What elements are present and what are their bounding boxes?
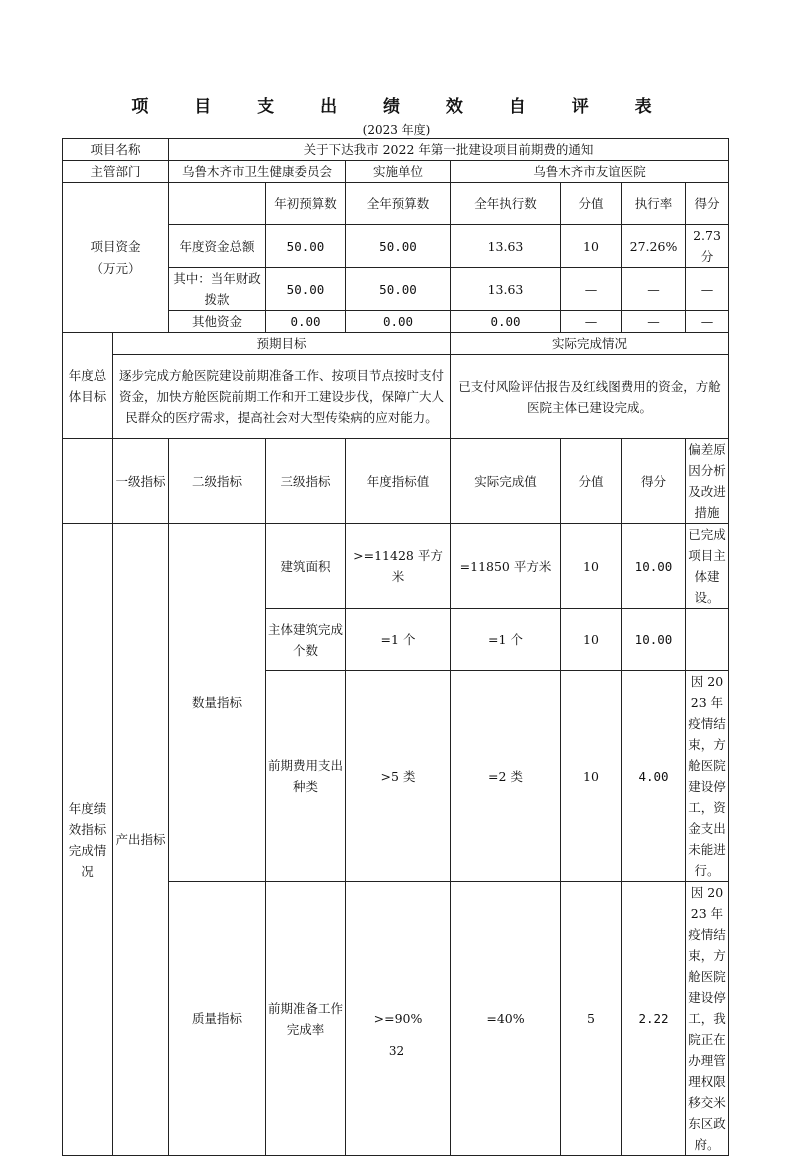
funds-cell: 2.73 分 bbox=[686, 225, 729, 268]
performance-table bbox=[62, 138, 729, 1156]
funds-header-executed: 全年执行数 bbox=[451, 183, 561, 225]
funds-cell: — bbox=[561, 268, 622, 311]
actual-completion-text: 已支付风险评估报告及红线图费用的资金，方舱医院主体已建设完成。 bbox=[451, 355, 729, 439]
overall-goal-label: 年度总体目标 bbox=[63, 333, 113, 439]
funds-cell: 0.00 bbox=[451, 311, 561, 333]
funds-row-label: 其中：当年财政拨款 bbox=[169, 268, 266, 311]
indicator-score: 10.00 bbox=[622, 524, 686, 609]
indicator-name: 建筑面积 bbox=[266, 524, 346, 609]
indicator-header-level2: 二级指标 bbox=[169, 439, 266, 524]
funds-cell: 50.00 bbox=[346, 268, 451, 311]
funds-header-points: 分值 bbox=[561, 183, 622, 225]
indicator-points: 10 bbox=[561, 671, 622, 882]
indicator-target: >=90% bbox=[346, 882, 451, 1156]
funds-cell: 10 bbox=[561, 225, 622, 268]
indicator-points: 10 bbox=[561, 609, 622, 671]
expected-goal-text: 逐步完成方舱医院建设前期准备工作、按项目节点按时支付资金，加快方舱医院前期工作和开工建设步伐，保障广大人民群众的医疗需求，提高社会对大型传染病的应对能力。 bbox=[113, 355, 451, 439]
funds-cell: 50.00 bbox=[266, 268, 346, 311]
indicator-score: 2.22 bbox=[622, 882, 686, 1156]
funds-row-label: 其他资金 bbox=[169, 311, 266, 333]
output-indicator-label: 产出指标 bbox=[113, 524, 169, 1156]
indicator-reason bbox=[686, 609, 729, 671]
funds-cell: 13.63 bbox=[451, 268, 561, 311]
funds-cell: 13.63 bbox=[451, 225, 561, 268]
page-title: 项 目 支 出 绩 效 自 评 表 bbox=[131, 97, 672, 117]
indicator-header-level3: 三级指标 bbox=[266, 439, 346, 524]
indicator-reason: 因 2023 年疫情结束，方舱医院建设停工，资金支出未能进行。 bbox=[686, 671, 729, 882]
indicator-actual: =11850 平方米 bbox=[451, 524, 561, 609]
indicator-header-blank bbox=[63, 439, 113, 524]
funds-cell: 50.00 bbox=[346, 225, 451, 268]
indicator-score: 10.00 bbox=[622, 609, 686, 671]
indicator-header-target: 年度指标值 bbox=[346, 439, 451, 524]
indicator-target: =1 个 bbox=[346, 609, 451, 671]
funds-cell: 50.00 bbox=[266, 225, 346, 268]
indicator-header-reason: 偏差原因分析及改进措施 bbox=[686, 439, 729, 524]
funds-cell: — bbox=[686, 268, 729, 311]
funds-cell: 27.26% bbox=[622, 225, 686, 268]
indicator-actual: =1 个 bbox=[451, 609, 561, 671]
quantity-indicator-label: 数量指标 bbox=[169, 524, 266, 882]
funds-cell: — bbox=[622, 311, 686, 333]
dept-label: 主管部门 bbox=[63, 161, 169, 183]
indicator-target: >=11428 平方米 bbox=[346, 524, 451, 609]
funds-row-label: 年度资金总额 bbox=[169, 225, 266, 268]
page-number: 32 bbox=[388, 1044, 405, 1058]
expected-goal-label: 预期目标 bbox=[113, 333, 451, 355]
perf-indicator-label: 年度绩效指标完成情况 bbox=[63, 524, 113, 1156]
indicator-points: 5 bbox=[561, 882, 622, 1156]
funds-cell: — bbox=[686, 311, 729, 333]
funds-cell: 0.00 bbox=[346, 311, 451, 333]
impl-label: 实施单位 bbox=[346, 161, 451, 183]
funds-cell: 0.00 bbox=[266, 311, 346, 333]
funds-header-initial: 年初预算数 bbox=[266, 183, 346, 225]
impl-value: 乌鲁木齐市友谊医院 bbox=[451, 161, 729, 183]
indicator-name: 前期准备工作完成率 bbox=[266, 882, 346, 1156]
funds-label: 项目资金 （万元） bbox=[63, 183, 169, 333]
page-subtitle: (2023 年度) bbox=[362, 123, 431, 137]
actual-completion-label: 实际完成情况 bbox=[451, 333, 729, 355]
indicator-header-points: 分值 bbox=[561, 439, 622, 524]
indicator-score: 4.00 bbox=[622, 671, 686, 882]
indicator-target: >5 类 bbox=[346, 671, 451, 882]
funds-header-blank bbox=[169, 183, 266, 225]
indicator-reason: 已完成项目主体建设。 bbox=[686, 524, 729, 609]
indicator-header-score: 得分 bbox=[622, 439, 686, 524]
project-name-value: 关于下达我市 2022 年第一批建设项目前期费的通知 bbox=[169, 139, 729, 161]
funds-header-annual: 全年预算数 bbox=[346, 183, 451, 225]
funds-header-score: 得分 bbox=[686, 183, 729, 225]
indicator-actual: =40% bbox=[451, 882, 561, 1156]
indicator-name: 前期费用支出种类 bbox=[266, 671, 346, 882]
funds-header-rate: 执行率 bbox=[622, 183, 686, 225]
indicator-actual: =2 类 bbox=[451, 671, 561, 882]
dept-value: 乌鲁木齐市卫生健康委员会 bbox=[169, 161, 346, 183]
indicator-header-actual: 实际完成值 bbox=[451, 439, 561, 524]
indicator-reason: 因 2023 年疫情结束，方舱医院建设停工，我院正在办理管理权限移交米东区政府。 bbox=[686, 882, 729, 1156]
funds-cell: — bbox=[622, 268, 686, 311]
indicator-points: 10 bbox=[561, 524, 622, 609]
project-name-label: 项目名称 bbox=[63, 139, 169, 161]
indicator-header-level1: 一级指标 bbox=[113, 439, 169, 524]
quality-indicator-label: 质量指标 bbox=[169, 882, 266, 1156]
funds-cell: — bbox=[561, 311, 622, 333]
indicator-name: 主体建筑完成个数 bbox=[266, 609, 346, 671]
